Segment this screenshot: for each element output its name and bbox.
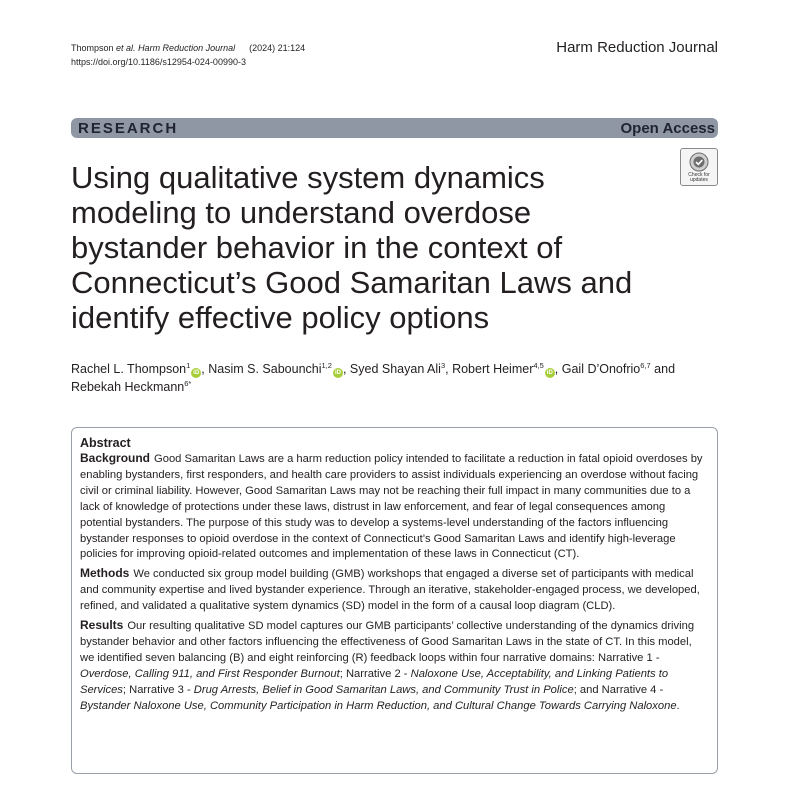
background-label: Background [80, 451, 151, 465]
author-affiliation: 6,7 [640, 361, 651, 370]
author-affiliation: 1 [186, 361, 191, 370]
abstract-results: Results Our resulting qualitative SD model captures our GMB participants’ collective understanding of the dynamics driving bystander behavior and other factors influencing the effectiveness of Good Samaritan Laws in the state of CT. In this model, we identified seven balancing (B) and eight reinforcing (R) feedback loops within four narrative domains: Narrative 1 - Overdose, Calling 911, and First Responder Burnout; Narrative 2 - Naloxone Use, Acceptability, and Linking Patients to Services; Narrative 3 - Drug Arrests, Belief in Good Samaritan Laws, and Community Trust in Police; and Narrative 4 - Bystander Naloxone Use, Community Participation in Harm Reduction, and Cultural Change Towards Carrying Naloxone. [80, 618, 695, 712]
citation-et-al: et al. [116, 43, 136, 53]
citation-header [71, 41, 305, 69]
citation-journal: Harm Reduction Journal [138, 43, 236, 53]
author-name[interactable]: Gail D’Onofrio [561, 362, 641, 376]
narrative-3: Drug Arrests, Belief in Good Samaritan Laws, and Community Trust in Police [193, 683, 574, 696]
doi-link[interactable]: https://doi.org/10.1186/s12954-024-00990-3 [71, 57, 246, 67]
orcid-icon[interactable]: iD [546, 370, 553, 376]
author-name[interactable]: Rebekah Heckmann [71, 380, 185, 394]
author-list: Rachel L. Thompson$^1$iD , Nasim S. Sabounchi$^{1,2}$iD , Syed Shayan Ali$^3$, Robert Heimer$^{4,5}$iD , Gail D’Onofrio$^{6,7}$ and Rebekah Heckmann$^{6*}$ [71, 361, 676, 394]
author-name[interactable]: Nasim S. Sabounchi [208, 362, 322, 376]
author-name[interactable]: Robert Heimer [452, 362, 534, 376]
background-text: Good Samaritan Laws are a harm reduction policy intended to facilitate a reduction in fatal opioid overdoses by enabling bystanders, first responders, and health care providers to assist individuals experiencing an overdose without facing civil or criminal liability. However, Good Samaritan Laws may not be reaching their full impact in many communities due to a lack of knowledge of protections under these laws, distrust in law enforcement, and fear of legal consequences among potential bystanders. The purpose of this study was to develop a systems-level understanding of the factors influencing bystander responses to opioid overdose in the context of Connecticut’s Good Samaritan Laws and identify high-leverage policies for improving opioid-related outcomes and implementation of these laws in Connecticut (CT). [80, 453, 703, 561]
journal-name: Harm Reduction Journal [556, 39, 718, 56]
abstract-background [80, 451, 709, 563]
citation-line [71, 41, 305, 55]
abstract-box [71, 427, 718, 774]
results-text: Our resulting qualitative SD model captures our GMB participants’ collective understanding of the dynamics driving bystander behavior and other factors influencing the effectiveness of Good Samaritan Laws in the state of CT. In this model, we identified seven balancing (B) and eight reinforcing (R) feedback loops within four narrative domains: Narrative 1 - [80, 620, 695, 664]
author-affiliation: 1,2 [321, 361, 332, 370]
citation-authors: Thompson [71, 43, 117, 53]
orcid-icon[interactable]: iD [193, 370, 200, 376]
check-for-updates-button[interactable] [680, 148, 718, 186]
article-title: Using qualitative system dynamics modeling to understand overdose bystander behavior in the context of Connecticut’s Good Samaritan Laws and identify effective policy options [71, 160, 633, 335]
check-for-updates-icon [689, 152, 709, 172]
orcid-icon[interactable]: iD [334, 370, 341, 376]
author-name[interactable]: Syed Shayan Ali [349, 362, 441, 376]
author-name[interactable]: Rachel L. Thompson [71, 362, 187, 376]
citation-year-volume: (2024) 21:124 [249, 43, 306, 53]
narrative-2: Naloxone Use, Acceptability, and Linking Patients to Services [80, 667, 669, 696]
abstract-methods [80, 566, 709, 615]
narrative-4: Bystander Naloxone Use, Community Participation in Harm Reduction, and Cultural Change Towards Carrying Naloxone [80, 699, 677, 712]
results-label: Results [80, 618, 124, 633]
narrative-1: Overdose, Calling 911, and First Responder Burnout [80, 667, 340, 680]
author-affiliation: 4,5 [533, 361, 544, 370]
open-access-label: Open Access [620, 119, 715, 137]
methods-label: Methods [80, 566, 130, 581]
article-type-banner [71, 118, 718, 138]
check-for-updates-label: Check for updates [688, 172, 710, 183]
article-type-label: RESEARCH [78, 119, 179, 137]
methods-text: We conducted six group model building (GMB) workshops that engaged a diverse set of participants with medical and community expertise and lived bystander experience. Through an iterative, stakeholder-engaged process, we developed, refined, and validated a qualitative system dynamics (SD) model in the form of a causal loop diagram (CLD). [80, 568, 700, 613]
author-affiliation: 3 [440, 361, 446, 370]
abstract-heading: Abstract [80, 436, 131, 450]
author-affiliation: 6* [184, 379, 192, 388]
